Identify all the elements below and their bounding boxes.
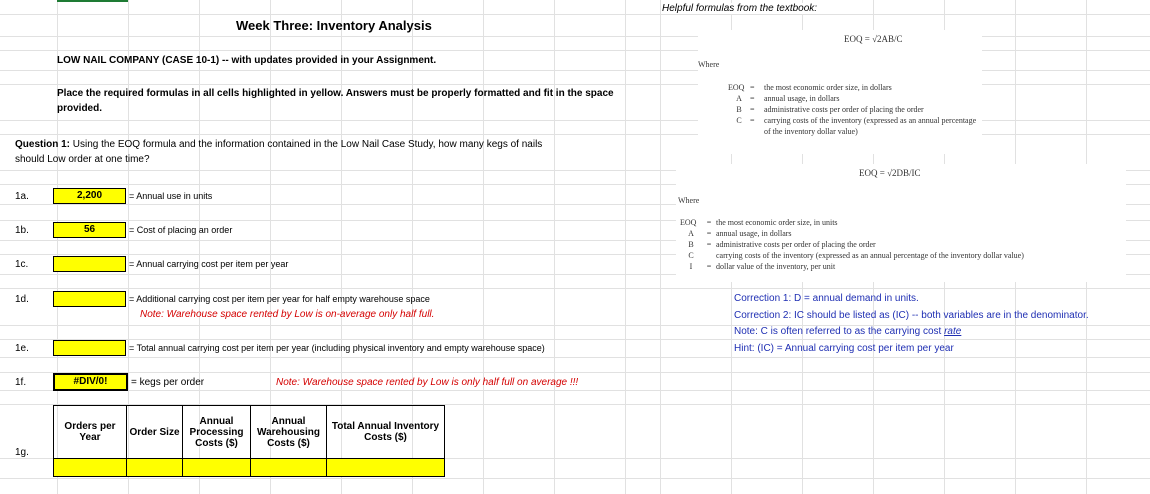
company-heading: LOW NAIL COMPANY (CASE 10-1) -- with updates provided in your Assignment. [57, 55, 437, 66]
row-label-1a: 1a. [15, 191, 29, 202]
grid-line [554, 0, 555, 494]
correction-1: Correction 1: D = annual demand in units. [734, 293, 919, 304]
annual-use-description: = Annual use in units [129, 191, 213, 201]
total-carrying-cost-description: = Total annual carrying cost per item per year (including physical inventory and empty warehouse space) [129, 343, 545, 353]
instruction-line-1: Place the required formulas in all cells highlighted in yellow. Answers must be properly formatted and fit in the space [57, 88, 614, 99]
annual-warehousing-costs-cell[interactable] [251, 459, 327, 477]
correction-2: Correction 2: IC should be listed as (IC) -- both variables are in the denominator. [734, 310, 1089, 321]
grid-line [0, 478, 1150, 479]
carrying-cost-note: Note: C is often referred to as the carrying cost rate [734, 326, 962, 337]
warehouse-note-1f: Note: Warehouse space rented by Low is only half full on average !!! [276, 377, 579, 388]
where-label-2: Where [678, 196, 700, 205]
header-orders-per-year: Orders per Year [54, 406, 127, 459]
question-text-line-1 [15, 139, 542, 150]
row-label-1c: 1c. [15, 259, 29, 270]
grid-line [0, 357, 1150, 358]
eoq-formula-block-2 [676, 164, 1126, 282]
annual-use-cell[interactable]: 2,200 [53, 188, 126, 204]
definition-2-i: I = dollar value of the inventory, per unit [689, 262, 836, 271]
grid-line [0, 372, 1150, 373]
eoq-formula-1: EOQ = √2AB/C [844, 34, 903, 44]
row-label-1f: 1f. [15, 377, 27, 388]
row-label-1g: 1g. [15, 447, 29, 458]
row-label-1b: 1b. [15, 225, 29, 236]
definition-1-c: C = carrying costs of the inventory (expressed as an annual percentage [736, 116, 977, 125]
inventory-costs-table [53, 405, 445, 477]
question-text-line-2: should Low order at one time? [15, 154, 150, 165]
helpful-formulas-heading: Helpful formulas from the textbook: [662, 3, 818, 14]
order-size-cell[interactable] [127, 459, 183, 477]
definition-1-eoq: EOQ = the most economic order size, in dollars [728, 83, 892, 92]
definition-1-c-cont: of the inventory dollar value) [764, 127, 858, 136]
grid-line [660, 0, 661, 494]
total-carrying-cost-cell[interactable] [53, 340, 126, 356]
grid-line [0, 390, 1150, 391]
warehouse-note-1d: Note: Warehouse space rented by Low is on-average only half full. [140, 309, 435, 320]
question-label: Question 1: [15, 139, 71, 150]
carrying-cost-cell[interactable] [53, 256, 126, 272]
order-cost-cell[interactable]: 56 [53, 222, 126, 238]
eoq-result-cell[interactable]: #DIV/0! [53, 373, 128, 391]
header-annual-processing-costs: Annual Processing Costs ($) [183, 406, 251, 459]
eoq-formula-block-1 [698, 30, 982, 154]
grid-line [0, 339, 1150, 340]
definition-1-b: B = administrative costs per order of placing the order [736, 105, 924, 114]
where-label-1: Where [698, 60, 720, 69]
page-title: Week Three: Inventory Analysis [236, 18, 432, 33]
definition-1-a: A = annual usage, in dollars [736, 94, 840, 103]
selected-column-indicator [57, 0, 128, 2]
instruction-line-2: provided. [57, 103, 103, 114]
order-cost-description: = Cost of placing an order [129, 225, 233, 235]
grid-line [483, 0, 484, 494]
total-annual-inventory-costs-cell[interactable] [327, 459, 445, 477]
definition-2-eoq: EOQ = the most economic order size, in units [680, 218, 838, 227]
additional-carrying-cost-description: = Additional carrying cost per item per year for half empty warehouse space [129, 294, 430, 304]
eoq-result-description: = kegs per order [131, 377, 205, 388]
orders-per-year-cell[interactable] [54, 459, 127, 477]
header-total-annual-inventory-costs: Total Annual Inventory Costs ($) [327, 406, 445, 459]
grid-line [625, 0, 626, 494]
grid-line [0, 325, 1150, 326]
carrying-cost-description: = Annual carrying cost per item per year [129, 259, 289, 269]
row-label-1d: 1d. [15, 294, 29, 305]
header-order-size: Order Size [127, 406, 183, 459]
header-annual-warehousing-costs: Annual Warehousing Costs ($) [251, 406, 327, 459]
eoq-formula-2: EOQ = √2DB/IC [859, 168, 921, 178]
grid-line [0, 14, 1150, 15]
definition-2-a: A = annual usage, in dollars [688, 229, 792, 238]
annual-processing-costs-cell[interactable] [183, 459, 251, 477]
grid-line [0, 288, 1150, 289]
definition-2-c: C carrying costs of the inventory (expressed as an annual percentage of the inventory dollar value) [688, 251, 1024, 260]
definition-2-b: B = administrative costs per order of placing the order [688, 240, 876, 249]
question-text: Using the EOQ formula and the information contained in the Low Nail Case Study, how many kegs of nails [70, 139, 543, 150]
additional-carrying-cost-cell[interactable] [53, 291, 126, 307]
row-label-1e: 1e. [15, 343, 29, 354]
rate-word: rate [944, 326, 962, 337]
hint-text: Hint: (IC) = Annual carrying cost per item per year [734, 343, 954, 354]
